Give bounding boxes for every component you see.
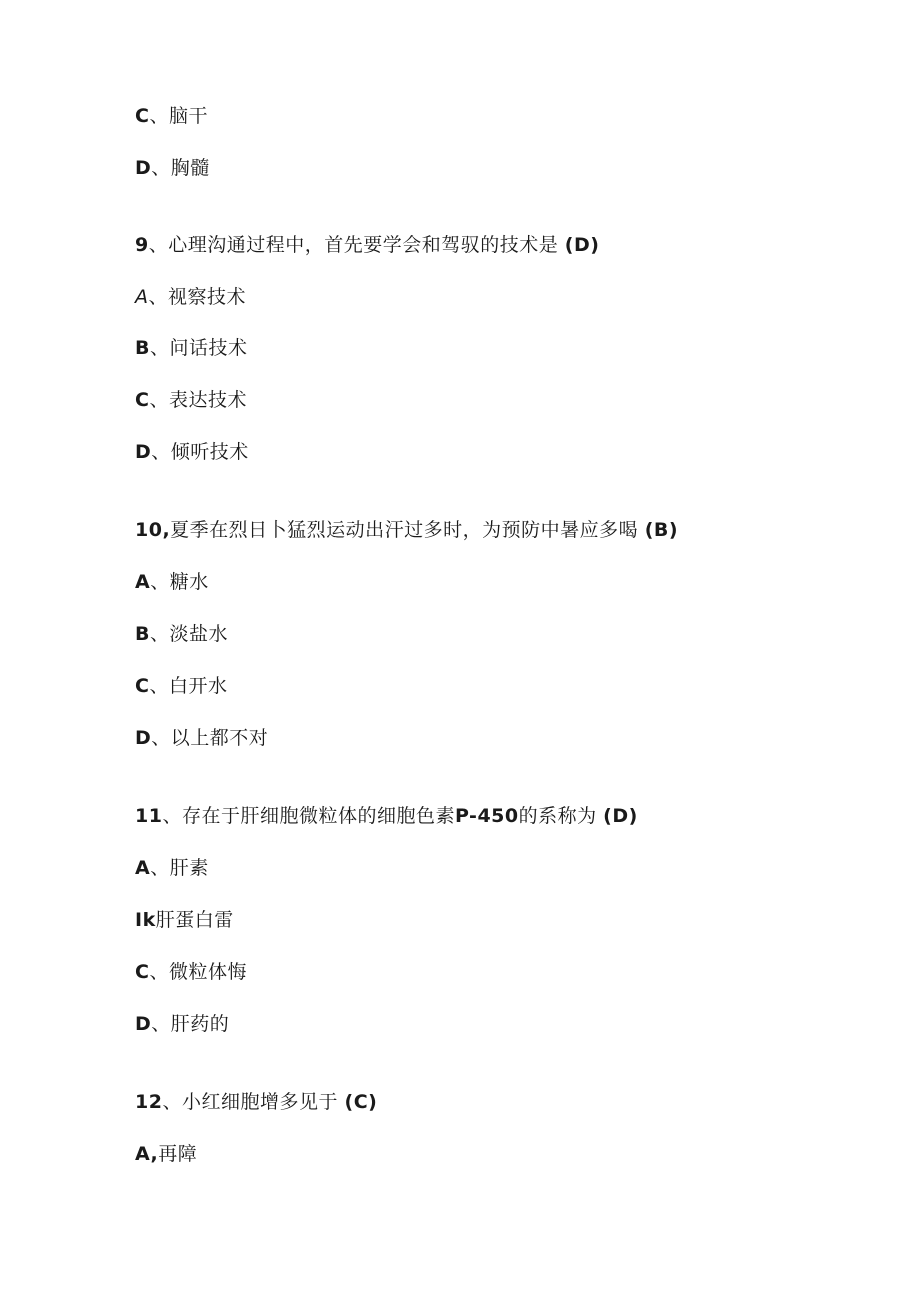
question-answer: (B)	[644, 519, 679, 541]
option-letter: C	[135, 389, 150, 411]
option-b-line	[135, 621, 228, 647]
question-answer: (C)	[344, 1091, 378, 1113]
question-text: 、心理沟通过程中，首先要学会和驾驭的技术是	[148, 234, 559, 256]
option-text: 、脑干	[149, 105, 208, 127]
option-letter: A	[135, 857, 151, 879]
question-text: 、存在于肝细胞微粒体的细胞色素	[162, 805, 455, 827]
option-letter: D	[135, 157, 152, 179]
option-d-line	[135, 155, 210, 181]
option-a-line	[135, 284, 246, 310]
option-letter: Ik	[135, 909, 156, 931]
option-letter: D	[135, 1013, 152, 1035]
question-9	[135, 232, 599, 258]
question-term: P-450	[454, 805, 519, 827]
question-text: 夏季在烈日卜猛烈运动出汗过多时，为预防中暑应多喝	[170, 519, 639, 541]
option-letter: B	[135, 337, 150, 359]
option-text: 、糖水	[150, 571, 209, 593]
option-letter: C	[135, 961, 150, 983]
option-text: 、表达技术	[149, 389, 247, 411]
option-b-line	[135, 335, 248, 361]
option-letter: C	[135, 675, 150, 697]
option-letter: A,	[135, 1143, 159, 1165]
option-letter: D	[135, 441, 152, 463]
question-10	[135, 517, 678, 543]
option-b-line	[135, 907, 234, 933]
option-text: 、胸髓	[151, 157, 210, 179]
question-number: 11	[135, 805, 163, 827]
question-text-continued: 的系称为	[518, 805, 597, 827]
option-letter: B	[135, 623, 150, 645]
option-text: 、微粒体悔	[149, 961, 247, 983]
option-text: 、视察技术	[148, 286, 247, 308]
option-c-line	[135, 959, 247, 985]
question-number: 12	[135, 1091, 163, 1113]
option-a-line	[135, 855, 209, 881]
question-12	[135, 1089, 377, 1115]
option-text: 、以上都不对	[151, 727, 269, 749]
option-c-line	[135, 103, 208, 129]
option-a-line	[135, 1141, 197, 1167]
option-text: 、肝药的	[151, 1013, 230, 1035]
question-number: 9	[135, 234, 149, 256]
option-text: 再障	[158, 1143, 198, 1165]
option-text: 、倾听技术	[151, 441, 249, 463]
option-letter: A	[135, 571, 151, 593]
option-text: 、肝素	[150, 857, 209, 879]
option-d-line	[135, 1011, 229, 1037]
question-11	[135, 803, 638, 829]
option-letter: D	[135, 727, 152, 749]
question-number: 10,	[135, 519, 171, 541]
question-answer: (D)	[564, 234, 600, 256]
option-text: 、问话技术	[149, 337, 248, 359]
option-text: 、淡盐水	[149, 623, 228, 645]
option-c-line	[135, 387, 247, 413]
question-answer: (D)	[603, 805, 638, 827]
question-text: 、小红细胞增多见于	[162, 1091, 338, 1113]
option-text: 、白开水	[149, 675, 228, 697]
option-d-line	[135, 439, 249, 465]
option-letter: A	[135, 286, 149, 308]
option-c-line	[135, 673, 227, 699]
option-letter: C	[135, 105, 150, 127]
option-a-line	[135, 569, 209, 595]
option-text: 肝蛋白雷	[155, 909, 234, 931]
option-d-line	[135, 725, 268, 751]
